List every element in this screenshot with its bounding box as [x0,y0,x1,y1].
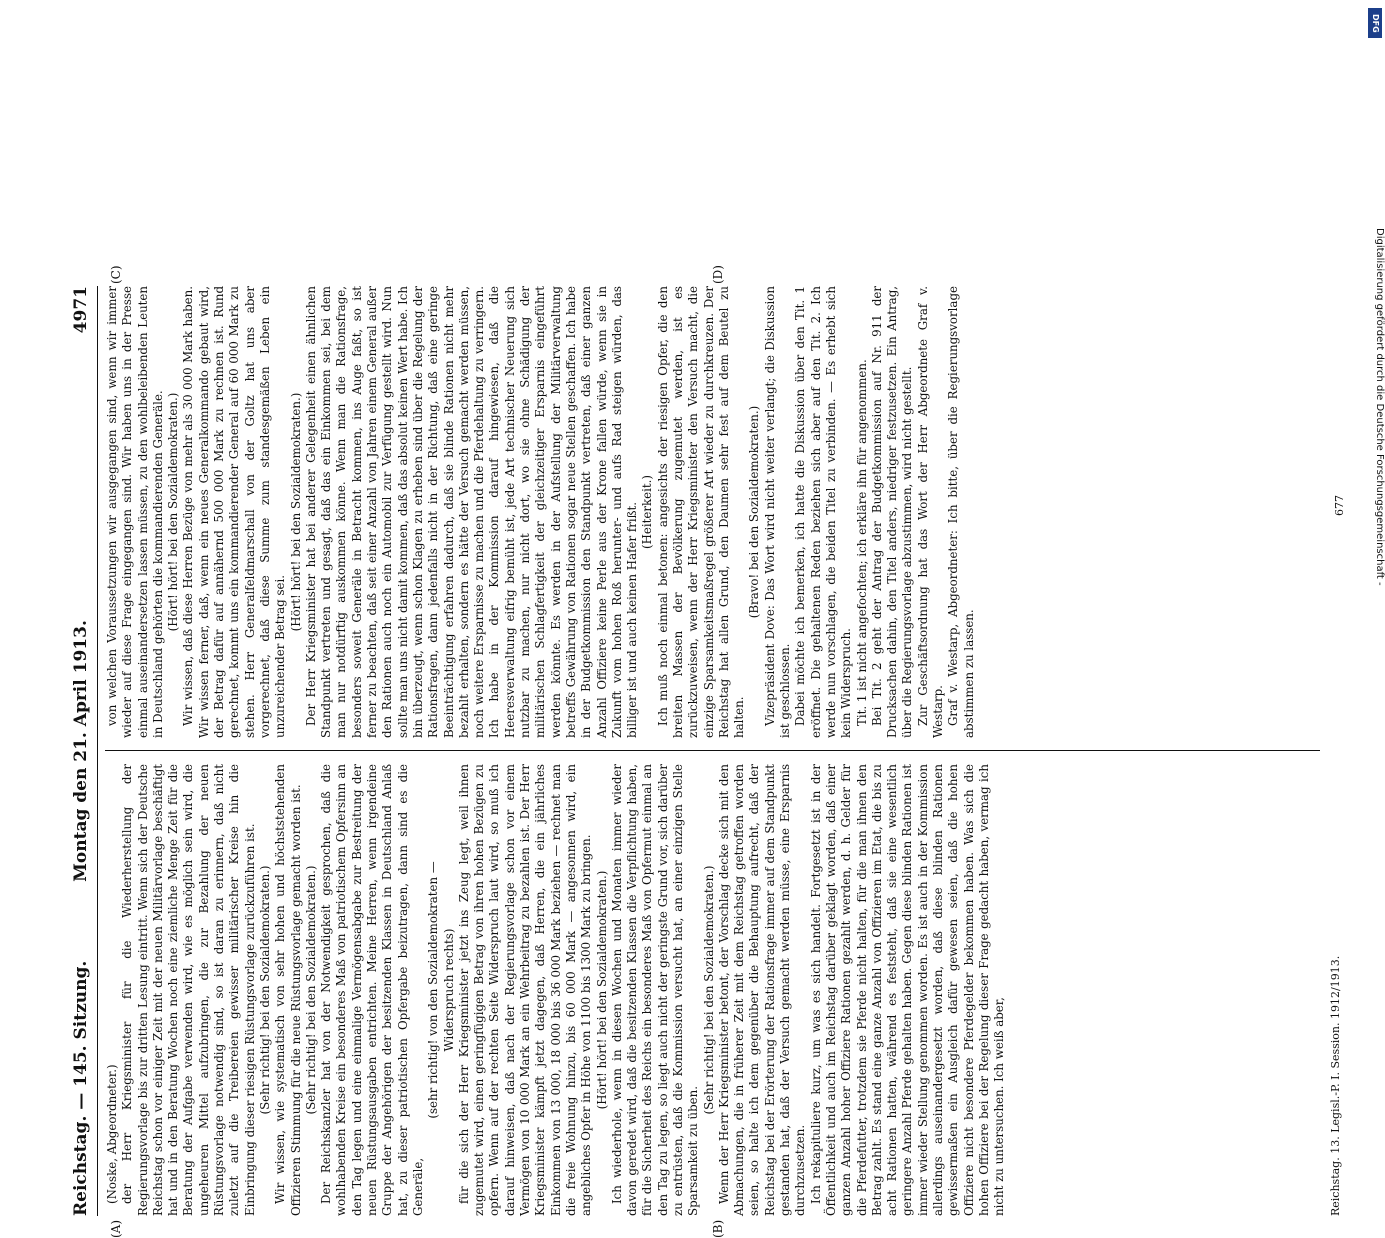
interjection: (Bravo! bei den Sozialdemokraten.) [747,405,762,619]
interjection: (Hört! hört! bei den Sozialdemokraten.) [594,870,609,1110]
sheet-number: 677 [1333,495,1346,516]
dfg-logo: DFG [1368,8,1382,38]
paragraph: Der Herr Kriegsminister hat bei anderer Gelegenheit einen ähnlichen Standpunkt vertreten und gesagt, daß das ein Einkommen sei, bei dem man nur notdürftig auskommen könne. Wenn man die Rationsfrage, besonders soweit Generäle in Betracht kommen, ins Auge faßt, so ist ferner zu beachten, daß seit einer Anzahl von Jahren einem General außer den Rationen auch noch ein Automobil zur Verfügung gestellt wird. Nun sollte man uns nicht damit kommen, daß das absolut keinen Wert habe. Ich bin überzeugt, wenn schon Klagen zu erheben sind über die Regelung der Rationsfragen, dann jedenfalls nicht in der Richtung, daß eine geringe Beeinträchtigung erfahren dadurch, daß sie blinde Rationen nicht mehr bezahlt erhalten, sondern es hätte der Versuch gemacht werden müssen, noch weitere Ersparnisse zu machen und die Pferdehaltung zu verringern. Ich habe in der Kommission darauf hingewiesen, daß die Heeresverwaltung eifrig bemüht ist, jede Art technischer Neuerung sich nutzbar zu machen, nur nicht dort, wo sie ohne Schädigung der militärischen Schlagfertigkeit der gleichzeitiger Ersparnis eingeführt werden könnte. Es werden in der Aufstellung der Militärverwaltung betreffs Gewährung von Rationen sogar neue Stellen geschaffen. Ich habe in der Budgetkommission den Standpunkt vertreten, daß einer ganzen Anzahl Offiziere keine Perle aus der Krone fallen würde, wenn sie in Zukunft vom hohen Roß herunter- und aufs Rad steigen würden, das billiger ist und auch keinen Hafer frißt. [303,286,640,738]
paragraph: Dabei möchte ich bemerken, ich hatte die Diskussion über den Tit. 1 eröffnet. Die gehaltenen Reden beziehen sich aber auf den Tit. 2. Ich werde nun vorschlagen, die beiden Titel zu verbinden. — Es erhebt sich kein Widerspruch. [793,286,854,738]
paragraph: Tit. 1 ist nicht angefochten; ich erkläre ihn für angenommen. [854,359,869,726]
interjection: (Sehr richtig! bei den Sozialdemokraten.) [303,865,318,1115]
paragraph: (Noske, Abgeordneter.) [105,1064,119,1204]
interjection: (Hört! hört! bei den Sozialdemokraten.) [288,392,303,632]
paragraph: für die sich der Herr Kriegsminister jetzt ins Zeug legt, weil ihnen zugemutet wird, einen geringfügigen Betrag von ihren hohen Bezügen zu opfern. Wenn auf der rechten Seite Widerspruch laut wird, so muß ich darauf hinweisen, daß nach der Regierungsvorlage schon vor einem Vermögen von 10 000 Mark an ein Wehrbeitrag zu bezahlen ist. Der Herr Kriegsminister kämpft jetzt dagegen, daß Herren, die ein jährliches Einkommen von 13 000, 18 000 bis 36 000 Mark beziehen — rechnet man die freie Wohnung hinzu, bis 60 000 Mark — angesonnen wird, ein angebliches Opfer in Höhe von 1100 bis 1300 Mark zu bringen. [456,764,594,1216]
document-page [71,265,1361,1238]
paragraph: Der Reichskanzler hat von der Notwendigkeit gesprochen, daß die wohlhabenden Kreise ein besonderes Maß von patriotischem Opfersinn an den Tag legen und eine einmalige Vermögensabgabe zur Bestreitung der neuen Rüstungsausgaben entrichten. Meine Herren, wenn irgendeine Gruppe der Angehörigen der besitzenden Klassen in Deutschland Anlaß hat, zu dieser patriotischen Opfergabe beizutragen, dann sind es die Generäle, [319,764,425,1216]
interjection: (Sehr richtig! bei den Sozialdemokraten.) [701,865,716,1115]
header-date: Montag den 21. April 1913. [71,620,91,882]
paragraph: von welchen Voraussetzungen wir ausgegangen sind, wenn wir immer wieder auf diese Frage eingegangen sind. Wir haben uns in der Presse einmal auseinandersetzen lassen müssen, zu den wohlbeleibenden Leuten in Deutschland gehörten die kommandierenden Generäle. [105,286,165,738]
header-page-number: 4971 [71,286,91,334]
interjection: (Heiterkeit.) [640,475,655,550]
paragraph: Wir wissen, wie systematisch von sehr hohen und höchststehenden Offizieren Stimmung für die neue Rüstungsvorlage gemacht worden ist. [273,764,303,1216]
right-column [105,286,1335,738]
interjection: (sehr richtig! von den Sozialdemokraten — [426,861,441,1119]
paragraph: Zur Geschäftsordnung hat das Wort der Herr Abgeordnete Graf v. Westarp. [915,286,946,738]
left-column [105,764,1335,1216]
column-divider [105,750,1320,751]
paragraph: Vizepräsident Dove: Das Wort wird nicht weiter verlangt; die Diskussion ist geschlossen. [762,286,793,738]
paragraph: Graf v. Westarp, Abgeordneter: Ich bitte, über die Regierungsvorlage abstimmen zu lassen. [946,286,976,738]
header-left: Reichstag. — 145. Sitzung. [71,960,91,1216]
digitization-credit [1367,0,1383,1000]
margin-marker-b: (B) [711,1219,725,1238]
margin-marker-a: (A) [109,1219,123,1238]
paragraph: Ich rekapituliere kurz, um was es sich handelt. Fortgesetzt ist in der Öffentlichkeit und auch im Reichstag darüber geklagt worden, daß einer ganzen Anzahl hoher Offiziere Rationen gezahlt werden, d. h. Gelder für die Pferdefutter, trotzdem sie Pferde nicht halten, für die man ihnen den Betrag zahlt. Es stand eine ganze Anzahl von Offizieren im Etat, die bis zu acht Rationen hatten, während es feststeht, daß sie eine wesentlich geringere Anzahl Pferde gehalten haben. Gegen diese blinden Rationen ist immer wieder Stellung genommen worden. Es ist auch in der Kommission allerdings auseinandergesetzt worden, daß diese blinden Rationen gewissermaßen ein Ausgleich dafür gewesen seien, daß die hohen Offiziere nicht besondere Pferdegelder bekommen haben. Was sich die hohen Offiziere bei der Regelung dieser Frage gedacht haben, vermag ich nicht zu untersuchen. Ich weiß aber, [808,764,1007,1216]
page-header [71,286,98,1216]
interjection: (Sehr richtig! bei den Sozialdemokraten.) [257,865,272,1115]
paragraph: Bei Tit. 2 geht der Antrag der Budgetkommission auf Nr. 911 der Drucksachen dahin, den Titel anders, niedriger festzusetzen. Ein Antrag, über die Regierungsvorlage abzustimmen, wird nicht gestellt. [869,286,915,738]
paragraph: der Herr Kriegsminister für die Wiederherstellung der Regierungsvorlage bis zur dritten Lesung eintritt. Wenn sich der Deutsche Reichstag schon vor einiger Zeit mit der neuen Militärvorlage beschäftigt hat und in den Beratung Wochen noch eine ziemliche Menge Zeit für die Beratung der Aufgabe verwenden wird, wie es möglich sein wird, die ungeheuren Mittel aufzubringen, die zur Bezahlung der neuen Rüstungsvorlage notwendig sind, so ist daran zu erinnern, daß nicht zuletzt auf die Treibereien gewisser militärischer Kreise hin die Einbringung dieser riesigen Rüstungsvorlage zurückzuführen ist. [120,764,257,1216]
paragraph: Wir wissen, daß diese Herren Bezüge von mehr als 30 000 Mark haben. Wir wissen ferner, daß, wenn ein neues Generalkommando gebaut wird, der Betrag dafür auf annähernd 500 000 Mark zu rechnen ist. Rund gerechnet, kommt uns ein kommandierender General auf 60 000 Mark zu stehen. Herr Generalfeldmarschall von der Goltz hat uns aber vorgerechnet, daß diese Summe zum standesgemäßen Leben ein unzureichender Betrag sei. [181,286,288,738]
digitization-credit-text: Digitalisierung gefördert durch die Deutsche Forschungsgemeinschaft - [1374,228,1385,586]
margin-marker-d: (D) [711,265,725,284]
interjection: Widerspruch rechts) [441,928,456,1052]
paragraph: Wenn der Herr Kriegsminister betont, der Vorschlag decke sich mit den Abmachungen, die in früherer Zeit mit dem Reichstag getroffen worden seien, so halte ich dem gegenüber die Behauptung aufrecht, daß der Reichstag bei der Erörterung der Rationsfrage immer auf dem Standpunkt gestanden hat, daß der Versuch gemacht werden müsse, eine Ersparnis durchzusetzen. [716,764,808,1216]
page-footer: Reichstag. 13. Legisl.-P. I. Session. 1912/1913. [1329,955,1342,1216]
margin-marker-c: (C) [109,265,123,284]
paragraph: Ich wiederhole, wenn in diesen Wochen und Monaten immer wieder davon geredet wird, daß die besitzenden Klassen die Verpflichtung haben, für die Sicherheit des Reichs ein besonderes Maß von Opfermut einmal an den Tag zu legen, so liegt auch nicht der geringste Grund vor, sich darüber zu entrüsten, daß die Kommission versucht hat, an einer einzigen Stelle Sparsamkeit zu üben. [609,764,701,1216]
interjection: (Hört! hört! bei den Sozialdemokraten.) [166,392,181,632]
paragraph: Ich muß noch einmal betonen: angesichts der riesigen Opfer, die den breiten Massen der Bevölkerung zugemutet werden, ist es zurückzuweisen, wenn der Herr Kriegsminister den Versuch macht, die einzige Sparsamkeitsmaßregel größerer Art wieder zu durchkreuzen. Der Reichstag hat allen Grund, den Daumen sehr fest auf dem Beutel zu halten. [655,286,747,738]
